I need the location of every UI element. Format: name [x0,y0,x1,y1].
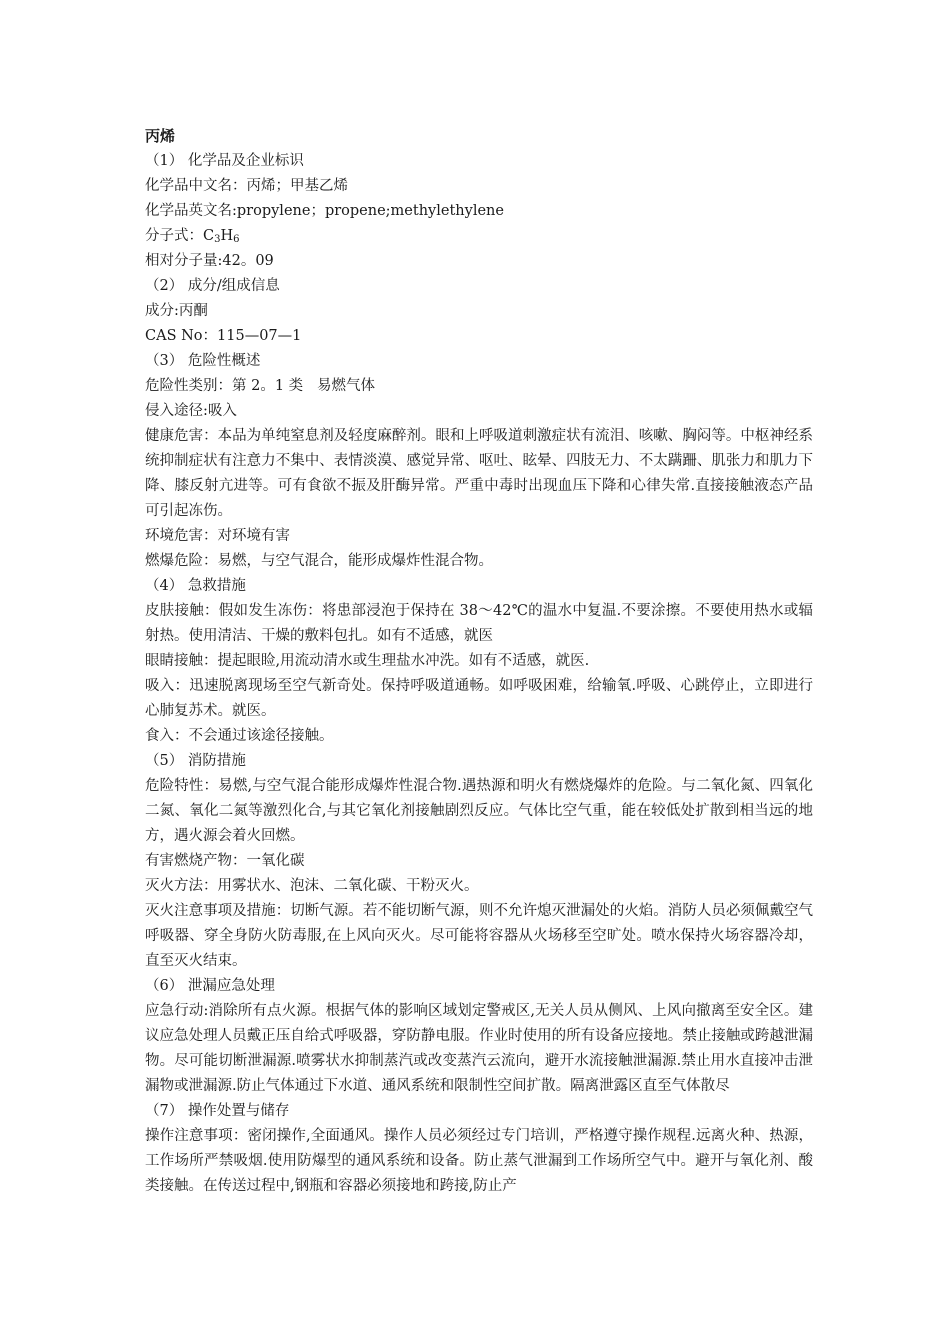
section-1-heading: （1） 化学品及企业标识 [145,153,304,169]
section-7-heading: （7） 操作处置与储存 [145,1103,290,1119]
molecular-weight: 相对分子量:42。09 [145,253,274,269]
formula-h-subscript: 6 [233,234,240,245]
chinese-name: 化学品中文名：丙烯；甲基乙烯 [145,178,348,194]
section-6-heading: （6） 泄漏应急处理 [145,978,275,994]
skin-contact: 皮肤接触：假如发生冻伤：将患部浸泡于保持在 38～42℃的温水中复温.不要涂擦。不要使用热水或辐射热。使用清洁、干燥的敷料包扎。如有不适感，就医 [145,603,813,644]
health-hazard: 健康危害：本品为单纯窒息剂及轻度麻醉剂。眼和上呼吸道刺激症状有流泪、咳嗽、胸闷等。中枢神经系统抑制症状有注意力不集中、表情淡漠、感觉异常、呕吐、眩晕、四肢无力、不太蹒跚、肌张力和肌力下降、膝反射亢进等。可有食欲不振及肝酶异常。严重中毒时出现血压下降和心律失常.直接接触液态产品可引起冻伤。 [145,428,813,519]
inhalation: 吸入：迅速脱离现场至空气新奇处。保持呼吸道通畅。如呼吸困难，给输氧.呼吸、心跳停止，立即进行心肺复苏术。就医。 [145,678,813,719]
composition: 成分:丙酮 [145,303,208,319]
section-4-heading: （4） 急救措施 [145,578,246,594]
cas-number: CAS No：115—07—1 [145,328,302,344]
operation-notes: 操作注意事项：密闭操作,全面通风。操作人员必须经过专门培训，严格遵守操作规程.远离火种、热源，工作场所严禁吸烟.使用防爆型的通风系统和设备。防止蒸气泄漏到工作场所空气中。避开与氧化剂、酸类接触。在传送过程中,钢瓶和容器必须接地和跨接,防止产 [145,1128,813,1194]
emergency-action: 应急行动:消除所有点火源。根据气体的影响区域划定警戒区,无关人员从侧风、上风向撤离至安全区。建议应急处理人员戴正压自给式呼吸器，穿防静电服。作业时使用的所有设备应接地。禁止接触或跨越泄漏物。尽可能切断泄漏源.喷雾状水抑制蒸汽或改变蒸汽云流向，避开水流接触泄漏源.禁止用水直接冲击泄漏物或泄漏源.防止气体通过下水道、通风系统和限制性空间扩散。隔离泄露区直至气体散尽 [145,1003,813,1094]
extinguishing-method: 灭火方法：用雾状水、泡沫、二氧化碳、干粉灭火。 [145,878,479,894]
formula-label: 分子式：C [145,228,215,244]
firefighting-notes: 灭火注意事项及措施：切断气源。若不能切断气源，则不允许熄灭泄漏处的火焰。消防人员必须佩戴空气呼吸器、穿全身防火防毒服,在上风向灭火。尽可能将容器从火场移至空旷处。喷水保持火场容器冷却，直至灭火结束。 [145,903,813,969]
entry-route: 侵入途径:吸入 [145,403,237,419]
document-body [145,124,813,1199]
hazard-category: 危险性类别：第 2。1 类 易燃气体 [145,378,375,394]
molecular-formula [145,224,813,249]
section-2-heading: （2） 成分/组成信息 [145,278,280,294]
section-5-heading: （5） 消防措施 [145,753,246,769]
eye-contact: 眼睛接触：提起眼睑,用流动清水或生理盐水冲洗。如有不适感，就医. [145,653,590,669]
formula-c-subscript: 3 [214,234,221,245]
combustion-products: 有害燃烧产物：一氧化碳 [145,853,305,869]
english-name: 化学品英文名:propylene；propene;methylethylene [145,203,504,219]
section-3-heading: （3） 危险性概述 [145,353,261,369]
hazard-characteristics: 危险特性：易燃,与空气混合能形成爆炸性混合物.遇热源和明火有燃烧爆炸的危险。与二氧化氮、四氧化二氮、氧化二氮等激烈化合,与其它氧化剂接触剧烈反应。气体比空气重，能在较低处扩散到相当远的地方，遇火源会着火回燃。 [145,778,813,844]
document-title: 丙烯 [145,127,176,145]
environmental-hazard: 环境危害：对环境有害 [145,528,290,544]
ingestion: 食入：不会通过该途径接触。 [145,728,334,744]
explosion-hazard: 燃爆危险：易燃，与空气混合，能形成爆炸性混合物。 [145,553,493,569]
formula-h: H [220,228,234,244]
